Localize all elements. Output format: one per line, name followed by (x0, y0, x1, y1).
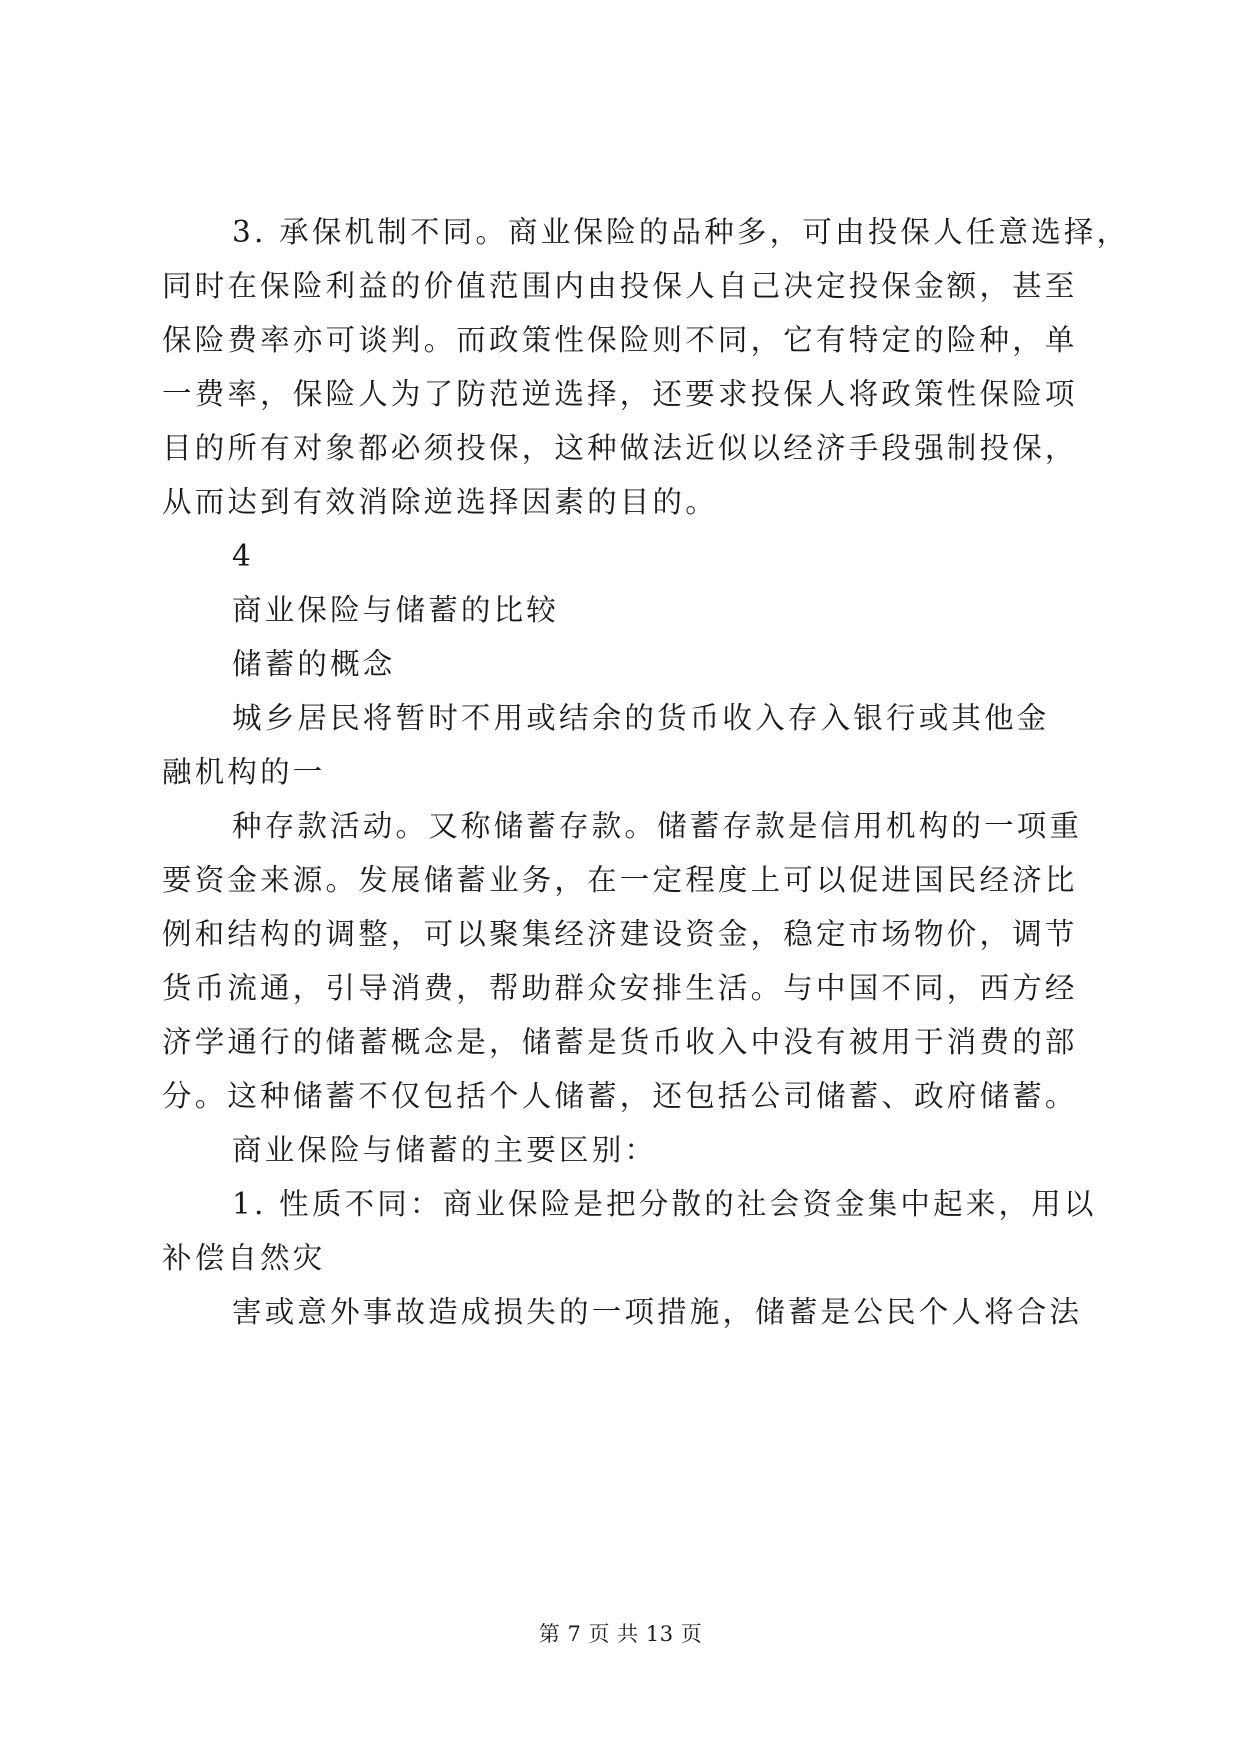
paragraph-line: 一费率，保险人为了防范逆选择，还要求投保人将政策性保险项 (162, 377, 1078, 411)
section-number: 4 (232, 539, 254, 573)
paragraph-line: 济学通行的储蓄概念是，储蓄是货币收入中没有被用于消费的部 (162, 1025, 1078, 1059)
paragraph-line: 3. 承保机制不同。商业保险的品种多，可由投保人任意选择， (232, 215, 1130, 249)
paragraph-line: 分。这种储蓄不仅包括个人储蓄，还包括公司储蓄、政府储蓄。 (162, 1079, 1078, 1113)
section-heading: 商业保险与储蓄的比较 (232, 593, 560, 627)
paragraph-line: 城乡居民将暂时不用或结余的货币收入存入银行或其他金 (232, 701, 1050, 735)
paragraph-line: 补偿自然灾 (162, 1241, 326, 1275)
paragraph-line: 同时在保险利益的价值范围内由投保人自己决定投保金额，甚至 (162, 269, 1078, 303)
paragraph-line: 种存款活动。又称储蓄存款。储蓄存款是信用机构的一项重 (232, 809, 1083, 843)
paragraph-line: 害或意外事故造成损失的一项措施，储蓄是公民个人将合法 (232, 1295, 1083, 1329)
page-footer: 第 7 页 共 13 页 (538, 1622, 703, 1646)
paragraph-line: 目的所有对象都必须投保，这种做法近似以经济手段强制投保， (162, 431, 1078, 465)
subsection-heading: 储蓄的概念 (232, 647, 396, 681)
paragraph-line: 1. 性质不同：商业保险是把分散的社会资金集中起来，用以 (232, 1187, 1097, 1221)
paragraph-line: 保险费率亦可谈判。而政策性保险则不同，它有特定的险种，单 (162, 323, 1078, 357)
paragraph-line: 货币流通，引导消费，帮助群众安排生活。与中国不同，西方经 (162, 971, 1078, 1005)
paragraph-line: 融机构的一 (162, 755, 326, 789)
subsection-heading: 商业保险与储蓄的主要区别： (232, 1133, 658, 1167)
paragraph-line: 例和结构的调整，可以聚集经济建设资金，稳定市场物价，调节 (162, 917, 1078, 951)
paragraph-line: 从而达到有效消除逆选择因素的目的。 (162, 485, 718, 519)
paragraph-line: 要资金来源。发展储蓄业务，在一定程度上可以促进国民经济比 (162, 863, 1078, 897)
